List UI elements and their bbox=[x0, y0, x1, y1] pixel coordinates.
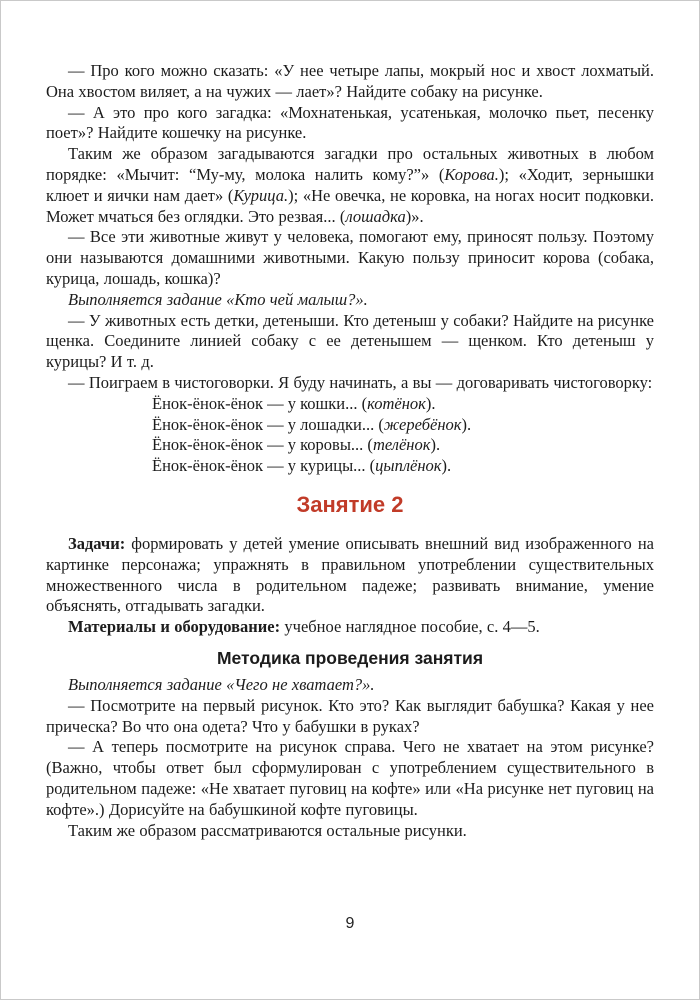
paragraph bbox=[46, 821, 654, 842]
italic-text-run: телёнок bbox=[372, 435, 431, 455]
text-run: — Посмотрите на первый рисунок. Кто это? Как выглядит бабушка? Какая у нее прическа? Во что она одета? Что у бабушки в руках? bbox=[46, 695, 654, 736]
text-run: Ёнок-ёнок-ёнок — у лошадки... ( bbox=[152, 414, 384, 434]
text-run: Таким же образом загадываются загадки про остальных животных в любом порядке: «Мычит: “Му-му, молока налить кому?”» ( bbox=[46, 144, 654, 184]
lesson-info-section bbox=[46, 534, 654, 638]
text-run: — А теперь посмотрите на рисунок справа. Чего не хватает на этом рисунке? (Важно, чтобы ответ был сформулирован с употреблением существительного в родительном падеже: «Не хватает пуговиц на кофте» или «На рисунке нет пуговиц на кофте».) Дорисуйте на бабушкиной кофте пуговицы. bbox=[46, 737, 654, 819]
text-run: ); «Не овечка, не коровка, на ногах носит подковки. Может мчаться без оглядки. Это резвая... ( bbox=[46, 185, 654, 226]
paragraph bbox=[46, 737, 654, 820]
paragraph bbox=[46, 103, 654, 145]
materials-paragraph bbox=[46, 617, 654, 638]
paragraph bbox=[46, 227, 654, 289]
text-run: ). bbox=[461, 414, 472, 434]
verse-block bbox=[152, 394, 654, 477]
text-run: — Про кого можно сказать: «У нее четыре лапы, мокрый нос и хвост лохматый. Она хвостом виляет, а на чужих — лает»? Найдите собаку на рисунке. bbox=[46, 61, 654, 101]
text-run: Таким же образом рассматриваются остальные рисунки. bbox=[68, 820, 467, 840]
text-run: ). bbox=[441, 456, 452, 476]
intro-section bbox=[46, 61, 654, 477]
paragraph bbox=[46, 61, 654, 103]
text-run: Ёнок-ёнок-ёнок — у коровы... ( bbox=[152, 435, 373, 455]
text-run: — Все эти животные живут у человека, помогают ему, приносят пользу. Поэтому они называются домашними животными. Какую пользу приносит корова (собака, курица, лошадь, кошка)? bbox=[46, 227, 654, 288]
text-run: ). bbox=[430, 435, 441, 455]
italic-text-run: цыплёнок bbox=[375, 456, 442, 476]
stage-direction-paragraph bbox=[46, 675, 654, 696]
text-run: — Поиграем в чистоговорки. Я буду начинать, а вы — договаривать чистоговорку: bbox=[68, 372, 653, 392]
italic-text-run: котёнок bbox=[367, 393, 426, 413]
text-run: Ёнок-ёнок-ёнок — у курицы... ( bbox=[152, 456, 376, 476]
method-heading: Методика проведения занятия bbox=[216, 647, 484, 668]
bold-text-run: Задачи: bbox=[68, 533, 132, 553]
paragraph bbox=[46, 373, 654, 394]
stage-direction-paragraph bbox=[46, 290, 654, 311]
italic-text-run: Курица. bbox=[233, 185, 289, 205]
lesson-heading: Занятие 2 bbox=[296, 491, 404, 517]
italic-text-run: Корова. bbox=[444, 164, 499, 184]
verse-line bbox=[152, 394, 654, 415]
verse-line bbox=[152, 435, 654, 456]
text-run: ). bbox=[425, 393, 436, 413]
italic-text-run: жеребёнок bbox=[383, 414, 462, 434]
method-section bbox=[46, 675, 654, 841]
paragraph bbox=[46, 696, 654, 738]
tasks-paragraph bbox=[46, 534, 654, 617]
text-run: Ёнок-ёнок-ёнок — у кошки... ( bbox=[152, 393, 368, 413]
paragraph bbox=[46, 311, 654, 373]
italic-text-run: Выполняется задание «Чего не хватает?». bbox=[68, 674, 375, 694]
page-number: 9 bbox=[345, 915, 355, 932]
text-run: учебное наглядное пособие, с. 4—5. bbox=[284, 617, 540, 637]
text-run: формировать у детей умение описывать внешний вид изображенного на картинке персонажа; упражнять в правильном употреблении существительных множественного числа в родительном падеже; развивать внимание, умение объяснять, отгадывать загадки. bbox=[46, 533, 654, 616]
italic-text-run: лошадка bbox=[345, 206, 406, 226]
verse-line bbox=[152, 415, 654, 436]
paragraph bbox=[46, 144, 654, 227]
text-run: — У животных есть детки, детеныши. Кто детеныш у собаки? Найдите на рисунке щенка. Соедините линией собаку с ее детенышем — щенком. Кто детеныш у курицы? И т. д. bbox=[46, 310, 654, 372]
bold-text-run: Материалы и оборудование: bbox=[68, 617, 285, 637]
text-run: )». bbox=[405, 206, 424, 226]
text-run: ); «Ходит, зернышки клюет и яички нам дает» ( bbox=[46, 164, 655, 205]
italic-text-run: Выполняется задание «Кто чей малыш?». bbox=[68, 289, 368, 309]
verse-line bbox=[152, 456, 654, 477]
text-run: — А это про кого загадка: «Мохнатенькая, усатенькая, молочко пьет, песенку поет»? Найдите кошечку на рисунке. bbox=[46, 102, 654, 143]
